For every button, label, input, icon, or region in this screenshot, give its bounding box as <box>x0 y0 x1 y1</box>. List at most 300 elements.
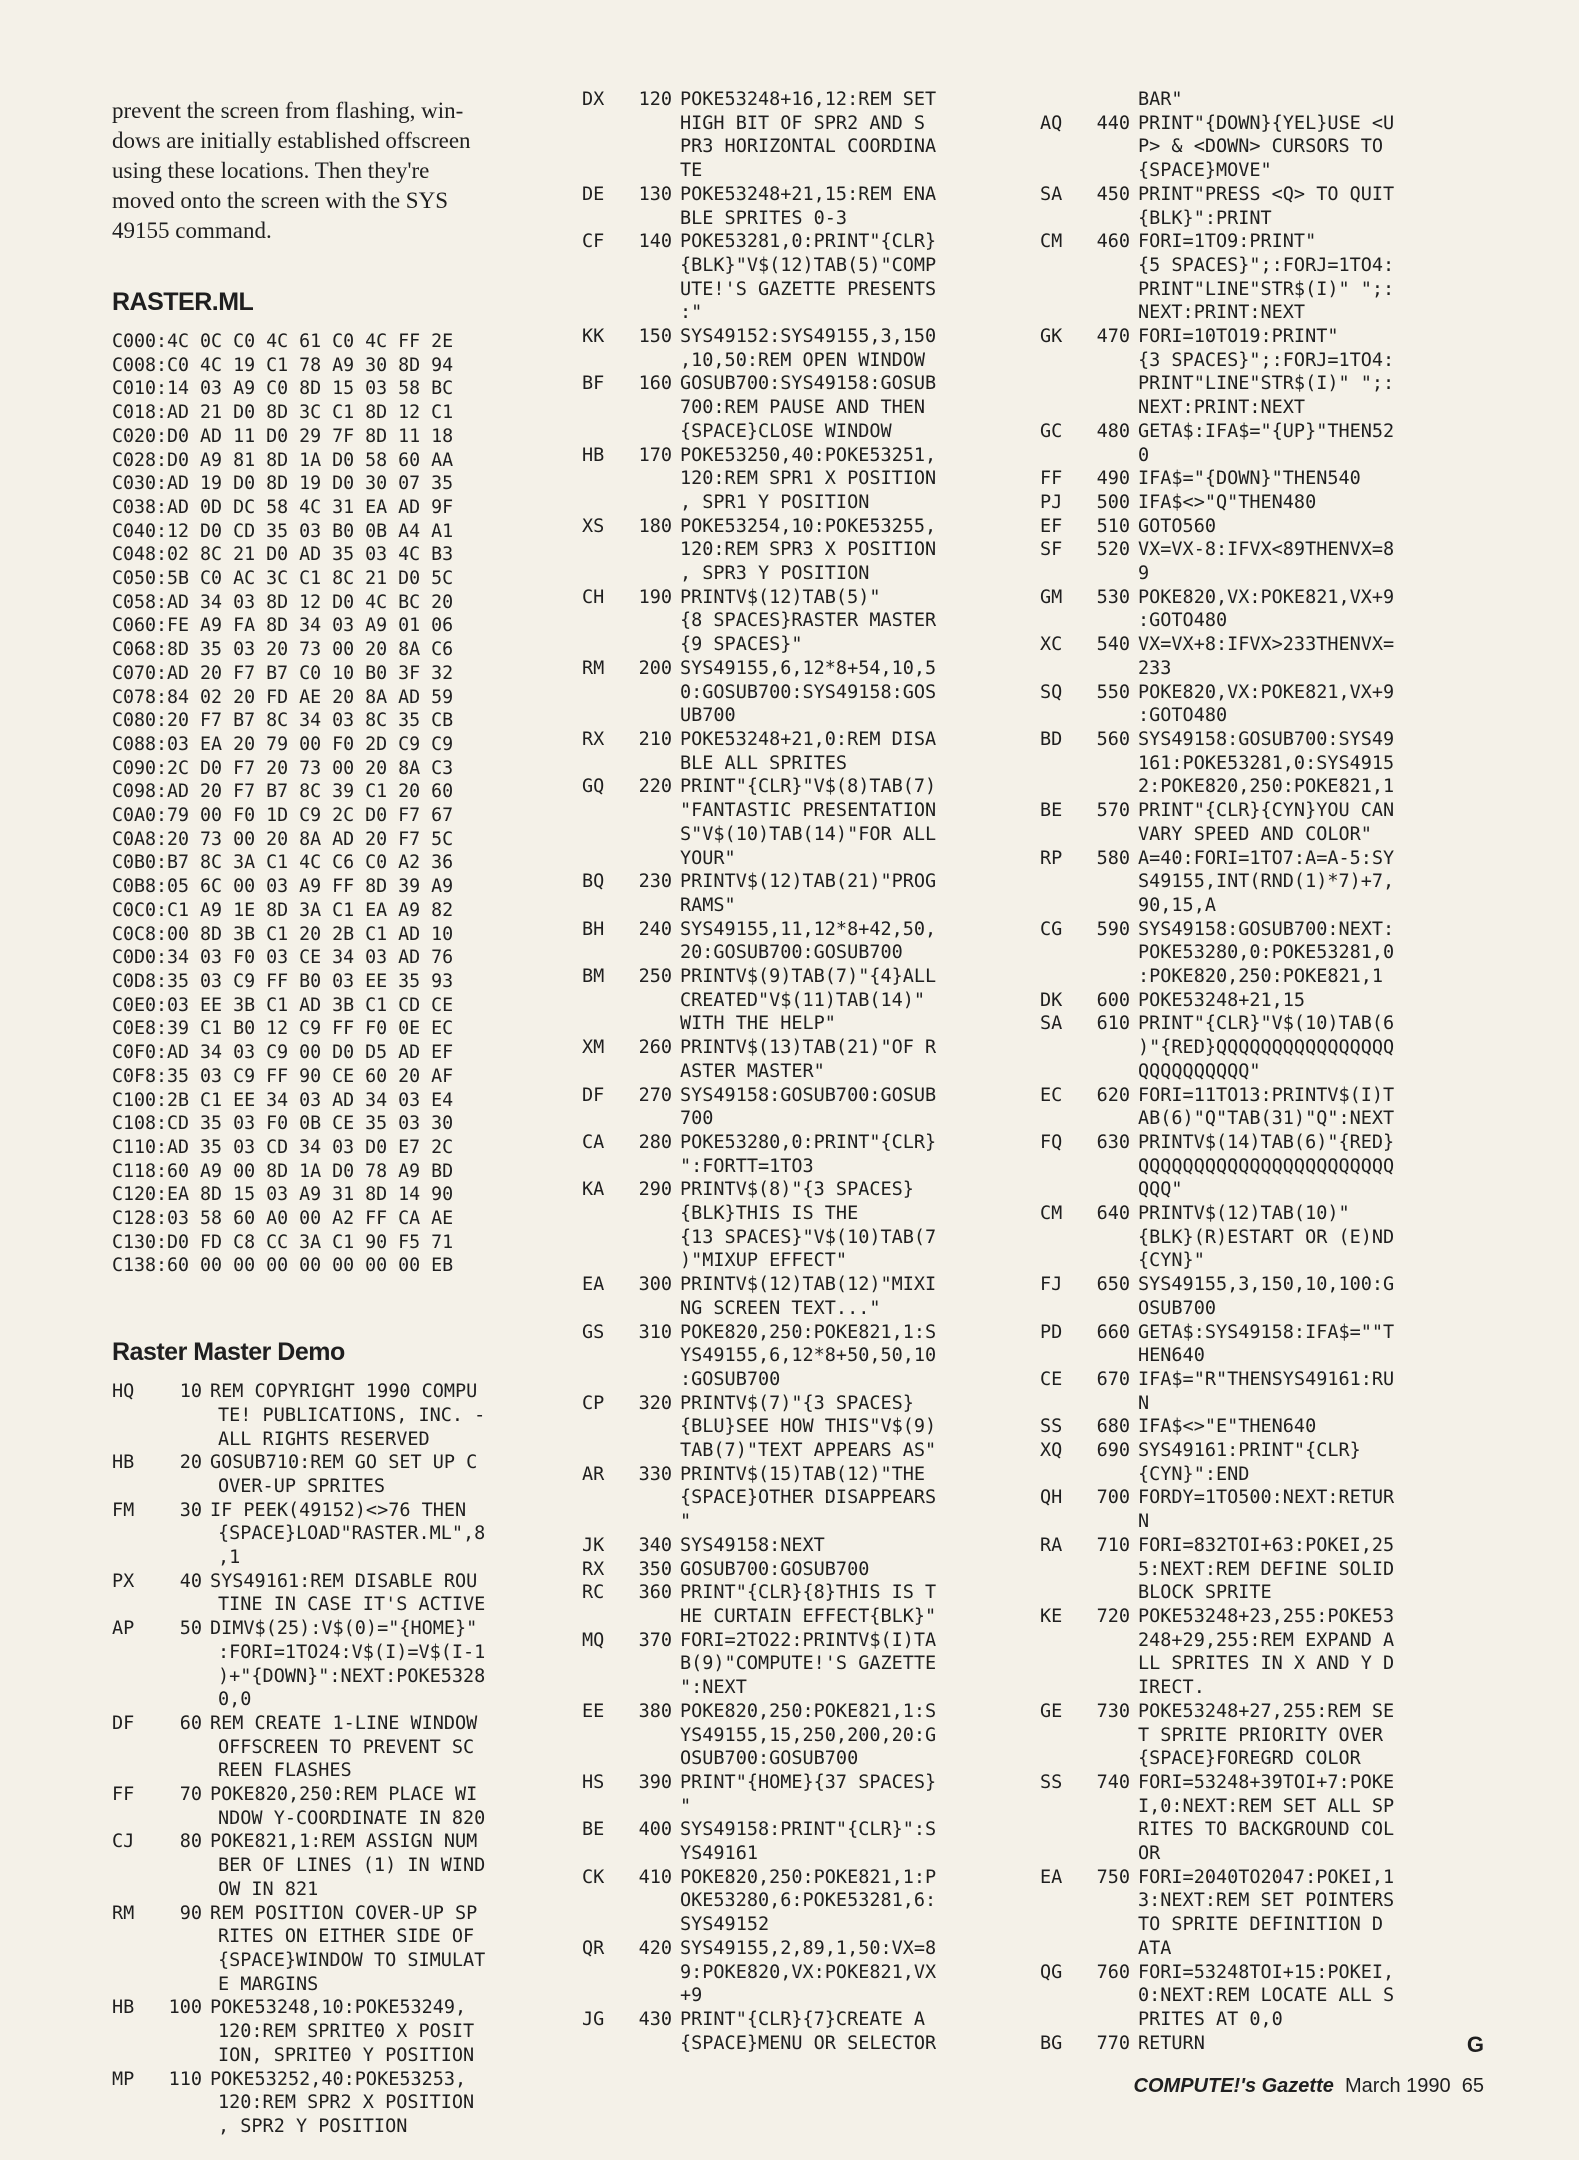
line-code <box>680 1700 1042 1771</box>
checksum: EA <box>582 1274 605 1296</box>
program-line <box>1040 1131 1490 1202</box>
code-segment: REM CREATE 1-LINE WINDOW <box>210 1712 478 1734</box>
code-segment: PRINT"PRESS <Q> TO QUIT <box>1138 183 1395 205</box>
checksum: BE <box>1040 800 1063 822</box>
line-number: 560 <box>1096 728 1130 750</box>
line-number: 210 <box>638 728 672 750</box>
line-code <box>1138 112 1490 183</box>
code-segment: {SPACE}FOREGRD COLOR <box>1138 1748 1361 1770</box>
code-segment: 2:POKE820,250:POKE821,1 <box>1138 776 1395 798</box>
code-segment: REM POSITION COVER-UP SP <box>210 1902 478 1924</box>
checksum: HB <box>112 1997 135 2019</box>
checksum: RP <box>1040 847 1063 869</box>
program-line <box>112 1451 562 1498</box>
code-segment: FORI=832TOI+63:POKEI,25 <box>1138 1534 1395 1556</box>
program-line <box>112 1783 562 1830</box>
code-segment: 9 <box>1138 563 1150 585</box>
line-number: 230 <box>638 871 672 893</box>
code-segment: HIGH BIT OF SPR2 AND S <box>680 112 926 134</box>
line-code <box>680 372 1042 443</box>
code-segment: IFA$<>"E"THEN640 <box>1138 1416 1317 1438</box>
code-segment: :FORI=1TO24:V$(I)=V$(I-1 <box>218 1641 486 1663</box>
line-code <box>1138 1415 1490 1439</box>
line-number: 410 <box>638 1866 672 1888</box>
code-segment: PRINTV$(12)TAB(12)"MIXI <box>680 1274 937 1296</box>
line-number: 590 <box>1096 918 1130 940</box>
line-number: 710 <box>1096 1534 1130 1556</box>
code-segment: 120:REM SPRITE0 X POSIT <box>218 2021 475 2043</box>
line-code <box>1138 1439 1490 1486</box>
line-number: 330 <box>638 1463 672 1485</box>
code-segment: POKE820,250:POKE821,1:S <box>680 1321 937 1343</box>
line-number: 150 <box>638 326 672 348</box>
code-segment: {CYN}":END <box>1138 1463 1250 1485</box>
code-segment: CREATED"V$(11)TAB(14)" <box>680 989 926 1011</box>
code-segment: SYS49158:GOSUB700:SYS49 <box>1138 728 1395 750</box>
line-number: 50 <box>179 1618 202 1640</box>
code-segment: 20:GOSUB700:GOSUB700 <box>680 942 903 964</box>
checksum: AR <box>582 1463 605 1485</box>
code-segment: OVER-UP SPRITES <box>218 1475 386 1497</box>
code-segment: IFA$<>"Q"THEN480 <box>1138 491 1317 513</box>
checksum: FM <box>112 1499 135 1521</box>
program-line <box>582 515 1042 586</box>
code-segment: SYS49152 <box>680 1914 770 1936</box>
line-number: 90 <box>179 1902 202 1924</box>
line-number: 320 <box>638 1392 672 1414</box>
code-segment: " <box>680 1511 692 1533</box>
line-number: 130 <box>638 183 672 205</box>
line-number: 480 <box>1096 420 1130 442</box>
code-segment: E MARGINS <box>218 1973 319 1995</box>
raster-ml-heading: RASTER.ML <box>112 288 254 316</box>
line-code <box>680 1273 1042 1320</box>
ml-data-line: C010:14 03 A9 C0 8D 15 03 58 BC <box>112 378 454 400</box>
code-segment: S"V$(10)TAB(14)"FOR ALL <box>680 823 937 845</box>
ml-data-line: C090:2C D0 F7 20 73 00 20 8A C3 <box>112 757 454 779</box>
code-segment: 700:REM PAUSE AND THEN <box>680 397 926 419</box>
line-code <box>680 586 1042 657</box>
program-line <box>112 1570 562 1617</box>
line-number: 10 <box>179 1381 202 1403</box>
line-code <box>1138 847 1490 918</box>
checksum: EF <box>1040 515 1063 537</box>
program-line <box>582 88 1042 183</box>
code-segment: FORI=1TO9:PRINT" <box>1138 231 1317 253</box>
line-number: 200 <box>638 657 672 679</box>
line-code <box>680 325 1042 372</box>
ml-data-line: C110:AD 35 03 CD 34 03 D0 E7 2C <box>112 1136 454 1158</box>
program-line <box>582 372 1042 443</box>
program-line <box>1040 467 1490 491</box>
ml-data-line: C028:D0 A9 81 8D 1A D0 58 60 AA <box>112 449 454 471</box>
code-segment: I,0:NEXT:REM SET ALL SP <box>1138 1795 1395 1817</box>
checksum: DE <box>582 183 605 205</box>
checksum: RM <box>112 1902 135 1924</box>
line-number: 520 <box>1096 539 1130 561</box>
code-segment: PRINT"{HOME}{37 SPACES} <box>680 1771 937 1793</box>
program-line <box>582 1629 1042 1700</box>
code-segment: POKE821,1:REM ASSIGN NUM <box>210 1831 478 1853</box>
checksum: QR <box>582 1937 605 1959</box>
line-code <box>680 1084 1042 1131</box>
program-line <box>112 1830 562 1901</box>
code-segment: OW IN 821 <box>218 1878 319 1900</box>
code-segment: 120:REM SPR1 X POSITION <box>680 468 937 490</box>
code-segment: 700 <box>680 1108 714 1130</box>
ml-data-line: C0C0:C1 A9 1E 8D 3A C1 EA A9 82 <box>112 899 454 921</box>
line-number: 700 <box>1096 1487 1130 1509</box>
checksum: MQ <box>582 1629 605 1651</box>
code-segment: TAB(7)"TEXT APPEARS AS" <box>680 1440 937 1462</box>
page-footer <box>1134 2075 1484 2098</box>
line-code <box>680 2008 1042 2055</box>
line-number: 270 <box>638 1084 672 1106</box>
line-code <box>680 775 1042 870</box>
magazine-name: COMPUTE!'s Gazette <box>1133 2075 1334 2097</box>
line-code <box>210 1783 562 1830</box>
line-code <box>1138 633 1490 680</box>
checksum: QG <box>1040 1961 1063 1983</box>
code-segment: ,1 <box>218 1547 241 1569</box>
program-listing-part-3 <box>1040 88 1490 2055</box>
code-segment: PRINTV$(9)TAB(7)"{4}ALL <box>680 966 937 988</box>
checksum: HS <box>582 1771 605 1793</box>
line-number: 420 <box>638 1937 672 1959</box>
checksum: BM <box>582 966 605 988</box>
code-segment: PRINT"{DOWN}{YEL}USE <U <box>1138 112 1395 134</box>
code-segment: ALL RIGHTS RESERVED <box>218 1428 430 1450</box>
ml-data-line: C008:C0 4C 19 C1 78 A9 30 8D 94 <box>112 354 454 376</box>
line-code <box>1138 538 1490 585</box>
checksum: RX <box>582 728 605 750</box>
code-segment: POKE53250,40:POKE53251, <box>680 444 937 466</box>
code-segment: SYS49152:SYS49155,3,150 <box>680 326 937 348</box>
code-segment: POKE53248+21,15:REM ENA <box>680 183 937 205</box>
code-segment: {SPACE}LOAD"RASTER.ML",8 <box>218 1523 486 1545</box>
program-line <box>1040 515 1490 539</box>
code-segment: RAMS" <box>680 894 736 916</box>
code-segment: :GOTO480 <box>1138 705 1228 727</box>
code-segment: PRINT"{CLR}"V$(10)TAB(6 <box>1138 1013 1395 1035</box>
program-line <box>582 1131 1042 1178</box>
line-number: 120 <box>638 89 672 110</box>
checksum: RM <box>582 657 605 679</box>
program-line <box>582 1036 1042 1083</box>
checksum: DF <box>112 1712 135 1734</box>
ml-data-line: C0B0:B7 8C 3A C1 4C C6 C0 A2 36 <box>112 852 454 874</box>
line-code <box>210 1570 562 1617</box>
code-segment: POKE53280,0:PRINT"{CLR} <box>680 1131 937 1153</box>
line-code <box>680 1392 1042 1463</box>
program-line <box>1040 2032 1490 2056</box>
line-number: 580 <box>1096 847 1130 869</box>
code-segment: POKE53254,10:POKE53255, <box>680 515 937 537</box>
checksum: BF <box>582 373 605 395</box>
code-segment: {BLK}(R)ESTART OR (E)ND <box>1138 1226 1395 1248</box>
ml-data-line: C0F0:AD 34 03 C9 00 D0 D5 AD EF <box>112 1042 454 1064</box>
code-segment: PRINTV$(8)"{3 SPACES} <box>680 1179 914 1201</box>
code-segment: {BLK}"V$(12)TAB(5)"COMP <box>680 254 937 276</box>
code-segment: NDOW Y-COORDINATE IN 820 <box>218 1807 486 1829</box>
program-line <box>112 1996 562 2067</box>
ml-data-line: C018:AD 21 D0 8D 3C C1 8D 12 C1 <box>112 402 454 424</box>
program-line <box>582 1178 1042 1273</box>
code-segment: )"MIXUP EFFECT" <box>680 1250 848 1272</box>
code-segment: REM COPYRIGHT 1990 COMPU <box>210 1381 478 1403</box>
code-segment: POKE53252,40:POKE53253, <box>210 2068 467 2090</box>
code-segment: TE! PUBLICATIONS, INC. - <box>218 1404 486 1426</box>
program-line <box>112 1499 562 1570</box>
program-line <box>1040 538 1490 585</box>
line-number: 620 <box>1096 1084 1130 1106</box>
line-code <box>1138 1273 1490 1320</box>
line-code <box>1138 681 1490 728</box>
line-code <box>1138 1771 1490 1866</box>
line-code <box>680 1818 1042 1865</box>
program-line <box>1040 1012 1490 1083</box>
line-number: 100 <box>168 1997 202 2019</box>
code-segment: YS49161 <box>680 1843 758 1865</box>
demo-heading: Raster Master Demo <box>112 1338 345 1367</box>
code-segment: POKE820,VX:POKE821,VX+9 <box>1138 681 1395 703</box>
ml-data-line: C0D0:34 03 F0 03 CE 34 03 AD 76 <box>112 947 454 969</box>
line-code <box>1138 2032 1490 2056</box>
code-segment: IF PEEK(49152)<>76 THEN <box>210 1499 467 1521</box>
line-code <box>680 1866 1042 1937</box>
checksum: RA <box>1040 1534 1063 1556</box>
checksum: GQ <box>582 776 605 798</box>
ml-data-line: C040:12 D0 CD 35 03 B0 0B A4 A1 <box>112 520 454 542</box>
program-line <box>1040 1415 1490 1439</box>
code-segment: PRINT"{CLR}"V$(8)TAB(7) <box>680 776 937 798</box>
line-code <box>680 1178 1042 1273</box>
program-line <box>582 965 1042 1036</box>
code-segment: PRINTV$(12)TAB(21)"PROG <box>680 871 937 893</box>
code-segment: {CYN}" <box>1138 1250 1205 1272</box>
code-segment: )"{RED}QQQQQQQQQQQQQQQQ <box>1138 1037 1395 1059</box>
code-segment: OKE53280,6:POKE53281,6: <box>680 1890 937 1912</box>
code-segment: , SPR3 Y POSITION <box>680 563 870 585</box>
checksum <box>1040 88 1078 112</box>
program-line <box>112 2068 562 2139</box>
code-segment: {8 SPACES}RASTER MASTER <box>680 610 937 632</box>
checksum: GS <box>582 1321 605 1343</box>
program-line <box>1040 325 1490 420</box>
program-line <box>112 1712 562 1783</box>
line-number: 240 <box>638 918 672 940</box>
program-line <box>1040 1321 1490 1368</box>
program-line <box>582 1273 1042 1320</box>
code-segment: FORI=53248TOI+15:POKEI, <box>1138 1961 1395 1983</box>
program-line <box>582 1084 1042 1131</box>
code-segment: IRECT. <box>1138 1677 1205 1699</box>
code-segment: 0 <box>1138 444 1150 466</box>
checksum: CE <box>1040 1368 1063 1390</box>
code-segment: RITES TO BACKGROUND COL <box>1138 1819 1395 1841</box>
ml-data-line: C120:EA 8D 15 03 A9 31 8D 14 90 <box>112 1184 454 1206</box>
checksum: XC <box>1040 634 1063 656</box>
line-number: 220 <box>638 776 672 798</box>
line-code <box>210 1380 562 1451</box>
program-line <box>1040 586 1490 633</box>
code-segment: PRINTV$(7)"{3 SPACES} <box>680 1392 914 1414</box>
checksum: DX <box>582 89 605 110</box>
line-number: 290 <box>638 1179 672 1201</box>
program-line <box>582 1321 1042 1392</box>
program-line <box>582 325 1042 372</box>
code-segment: FORI=53248+39TOI+7:POKE <box>1138 1771 1395 1793</box>
line-number: 510 <box>1096 515 1130 537</box>
line-number: 190 <box>638 586 672 608</box>
ml-data-line: C0C8:00 8D 3B C1 20 2B C1 AD 10 <box>112 923 454 945</box>
line-code <box>210 1830 562 1901</box>
line-code <box>1138 515 1490 539</box>
line-code <box>680 183 1042 230</box>
code-segment: POKE53248+23,255:POKE53 <box>1138 1606 1395 1627</box>
ml-data-line: C068:8D 35 03 20 73 00 20 8A C6 <box>112 639 454 661</box>
line-code <box>210 1712 562 1783</box>
raster-ml-listing <box>112 330 562 1278</box>
program-line <box>582 2008 1042 2055</box>
intro-paragraph <box>112 96 562 246</box>
code-segment: B(9)"COMPUTE!'S GAZETTE <box>680 1653 937 1675</box>
program-line <box>112 1617 562 1712</box>
line-number: 540 <box>1096 634 1130 656</box>
code-segment: SYS49158:GOSUB700:GOSUB <box>680 1084 937 1106</box>
code-segment: RITES ON EITHER SIDE OF <box>218 1926 475 1948</box>
code-segment: , SPR2 Y POSITION <box>218 2115 408 2137</box>
line-code <box>1138 491 1490 515</box>
checksum: FQ <box>1040 1131 1063 1153</box>
checksum: HB <box>582 444 605 466</box>
column-3 <box>1040 88 1490 2055</box>
code-segment: GOSUB700:GOSUB700 <box>680 1558 870 1580</box>
code-segment: HE CURTAIN EFFECT{BLK}" <box>680 1606 937 1627</box>
program-line <box>582 1392 1042 1463</box>
code-segment: N <box>1138 1511 1150 1533</box>
line-code <box>210 1451 562 1498</box>
ml-data-line: C030:AD 19 D0 8D 19 D0 30 07 35 <box>112 473 454 495</box>
program-line <box>582 918 1042 965</box>
code-segment: BAR" <box>1138 89 1183 110</box>
code-segment: SYS49155,3,150,10,100:G <box>1138 1274 1395 1296</box>
line-number: 500 <box>1096 491 1130 513</box>
code-segment: ,10,50:REM OPEN WINDOW <box>680 349 926 371</box>
ml-data-line: C098:AD 20 F7 B7 8C 39 C1 20 60 <box>112 781 454 803</box>
line-number: 350 <box>638 1558 672 1580</box>
ml-data-line: C0F8:35 03 C9 FF 90 CE 60 20 AF <box>112 1065 454 1087</box>
code-segment: SYS49158:NEXT <box>680 1534 825 1556</box>
code-segment: BER OF LINES (1) IN WIND <box>218 1855 486 1877</box>
line-code <box>1138 467 1490 491</box>
line-code <box>1138 1131 1490 1202</box>
line-number: 310 <box>638 1321 672 1343</box>
code-segment: UB700 <box>680 705 736 727</box>
code-segment: FORDY=1TO500:NEXT:RETUR <box>1138 1487 1395 1509</box>
code-segment: OSUB700 <box>1138 1297 1216 1319</box>
program-line <box>582 1771 1042 1818</box>
line-code <box>1138 1961 1490 2032</box>
line-code <box>680 1629 1042 1700</box>
ml-data-line: C020:D0 AD 11 D0 29 7F 8D 11 18 <box>112 425 454 447</box>
line-code <box>680 728 1042 775</box>
code-segment: GETA$:IFA$="{UP}"THEN52 <box>1138 420 1395 442</box>
line-code <box>1138 1202 1490 1273</box>
code-segment: {SPACE}MOVE" <box>1138 160 1272 182</box>
checksum: BQ <box>582 871 605 893</box>
code-segment: 0,0 <box>218 1689 252 1711</box>
code-segment: 161:POKE53281,0:SYS4915 <box>1138 752 1395 774</box>
code-segment: OSUB700:GOSUB700 <box>680 1748 859 1770</box>
line-code <box>1138 420 1490 467</box>
ml-data-line: C048:02 8C 21 D0 AD 35 03 4C B3 <box>112 544 454 566</box>
code-segment: FORI=11TO13:PRINTV$(I)T <box>1138 1084 1395 1106</box>
line-number: 30 <box>179 1499 202 1521</box>
checksum: AP <box>112 1618 135 1640</box>
code-segment: NEXT:PRINT:NEXT <box>1138 302 1306 324</box>
program-line <box>1040 847 1490 918</box>
line-number: 470 <box>1096 326 1130 348</box>
checksum: EC <box>1040 1084 1063 1106</box>
line-code <box>210 1617 562 1712</box>
program-line <box>1040 491 1490 515</box>
checksum: SA <box>1040 1013 1063 1035</box>
code-segment: QQQ" <box>1138 1179 1183 1201</box>
code-segment: {BLK}THIS IS THE <box>680 1203 859 1225</box>
line-number: 110 <box>168 2068 202 2090</box>
code-segment: ATA <box>1138 1937 1172 1959</box>
checksum: KA <box>582 1179 605 1201</box>
code-segment: FORI=2040TO2047:POKEI,1 <box>1138 1866 1395 1888</box>
line-code <box>1138 1605 1490 1700</box>
line-number: 650 <box>1096 1274 1130 1296</box>
code-segment: POKE53248+21,15 <box>1138 989 1306 1011</box>
program-line <box>1040 1771 1490 1866</box>
checksum: HB <box>112 1452 135 1474</box>
line-number: 70 <box>179 1784 202 1806</box>
line-number: 20 <box>179 1452 202 1474</box>
line-number <box>1078 88 1138 112</box>
ml-data-line: C0D8:35 03 C9 FF B0 03 EE 35 93 <box>112 970 454 992</box>
line-number: 60 <box>179 1712 202 1734</box>
line-number: 390 <box>638 1771 672 1793</box>
checksum: KK <box>582 326 605 348</box>
line-number: 660 <box>1096 1321 1130 1343</box>
checksum: GK <box>1040 326 1063 348</box>
code-segment: 120:REM SPR3 X POSITION <box>680 539 937 561</box>
program-listing-part-2 <box>582 88 1042 2055</box>
line-number: 80 <box>179 1831 202 1853</box>
code-segment: +9 <box>680 1985 703 2007</box>
intro-line: dows are initially established offscreen <box>112 128 471 153</box>
checksum: SF <box>1040 539 1063 561</box>
program-line <box>1040 88 1490 112</box>
checksum: CJ <box>112 1831 135 1853</box>
program-line <box>582 230 1042 325</box>
line-code <box>1138 88 1490 112</box>
program-line <box>112 1902 562 1997</box>
program-line <box>582 444 1042 515</box>
code-segment: PRINT"{CLR}{7}CREATE A <box>680 2008 926 2030</box>
code-segment: SYS49158:GOSUB700:NEXT: <box>1138 918 1395 940</box>
ml-data-line: C050:5B C0 AC 3C C1 8C 21 D0 5C <box>112 568 454 590</box>
checksum: CM <box>1040 231 1063 253</box>
checksum: BH <box>582 918 605 940</box>
code-segment: HEN640 <box>1138 1345 1205 1367</box>
code-segment: GETA$:SYS49158:IFA$=""T <box>1138 1321 1395 1343</box>
program-line <box>1040 1486 1490 1533</box>
